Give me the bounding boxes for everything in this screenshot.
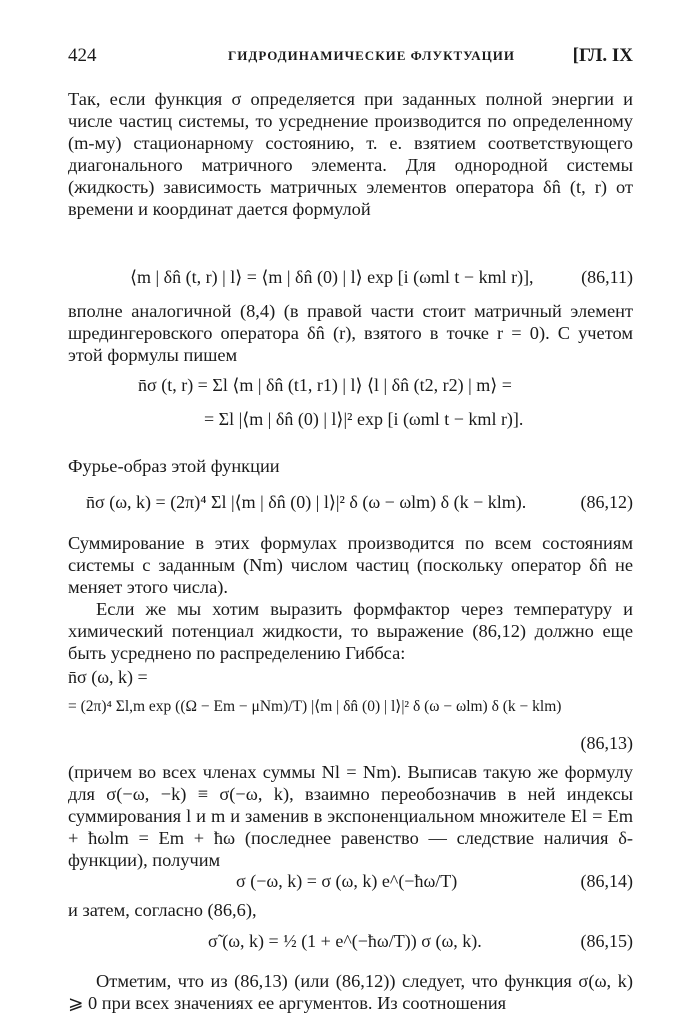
page-number: 424 [68,45,97,66]
equation-86-13-number [68,729,633,761]
equation-86-12 [68,488,633,520]
paragraph-8 [68,970,633,1014]
paragraph-1: Так, если функция σ определяется при заданных полной энергии и числе частиц системы, то усреднение производится по определенному (m-му) стационарному состоянию, т. е. взятием соответствующего диагонального матричного элемента. Для однородной системы (жидкость) зависимость матричных элементов оператора δn̂ (t, r) от времени и координат дается формулой [68,89,633,219]
paragraph-7: и затем, согласно (86,6), [68,900,257,920]
equation-number: (86,14) [580,871,633,891]
running-title: ГИДРОДИНАМИЧЕСКИЕ ФЛУКТУАЦИИ [228,48,515,63]
equation-number: (86,13) [580,733,633,753]
paragraph-5 [68,598,633,664]
paragraph-8-text: Отметим, что из (86,13) (или (86,12)) следует, что функция σ(ω, k) ⩾ 0 при всех значениях ее аргументов. Из соотношения [68,971,633,1013]
equation-body: = Σl |⟨m | δn̂ (0) | l⟩|² exp [i (ωml t − kml r)]. [204,409,524,429]
equation-body: = (2π)⁴ Σl,m exp ((Ω − Em − μNm)/T) |⟨m | δn̂ (0) | l⟩|² δ (ω − ωlm) δ (k − klm) [68,698,562,715]
equation-body: n̄σ (ω, k) = [68,667,148,687]
equation-correlation-b [68,405,633,437]
equation-body: ⟨m | δn̂ (t, r) | l⟩ = ⟨m | δn̂ (0) | l⟩ exp [i (ωml t − kml r)], [130,267,534,287]
equation-86-11 [68,263,633,295]
equation-correlation-a [68,371,633,403]
paragraph-4: Суммирование в этих формулах производится по всем состояниям системы с заданным (Nm) числом частиц (поскольку оператор δn̂ не меняет этого числа). [68,533,633,597]
chapter-label: [ГЛ. IX [572,45,633,66]
equation-86-15 [68,927,633,959]
paragraph-5-text: Если же мы хотим выразить формфактор через температуру и химический потенциал жидкости, то выражение (86,12) должно еще быть усреднено по распределению Гиббса: [68,599,633,663]
paragraph-6: (причем во всех членах суммы Nl = Nm). Выписав такую же формулу для σ(−ω, −k) ≡ σ(−ω, k), взаимно переобозначив в ней индексы суммирования l и m и заменив в экспоненциальном множителе El = Em + ħωlm = Em + ħω (последнее равенство — следствие наличия δ-функции), получим [68,762,633,870]
equation-body: n̄σ (ω, k) = (2π)⁴ Σl |⟨m | δn̂ (0) | l⟩|² δ (ω − ωlm) δ (k − klm). [86,492,527,512]
equation-number: (86,12) [580,492,633,512]
equation-number: (86,15) [580,931,633,951]
equation-86-13-a [68,663,633,695]
equation-86-13-b [68,693,633,725]
equation-body: σ̃ (ω, k) = ½ (1 + e^(−ħω/T)) σ (ω, k). [208,931,482,951]
running-head [68,45,633,75]
equation-86-14 [68,867,633,899]
paragraph-3: Фурье-образ этой функции [68,456,280,476]
paragraph-2: вполне аналогичной (8,4) (в правой части стоит матричный элемент шредингеровского оператора δn̂ (r), взятого в точке r = 0). С учетом этой формулы пишем [68,301,633,365]
equation-number: (86,11) [581,267,633,287]
equation-body: n̄σ (t, r) = Σl ⟨m | δn̂ (t1, r1) | l⟩ ⟨l | δn̂ (t2, r2) | m⟩ = [138,375,512,395]
equation-body: σ (−ω, k) = σ (ω, k) e^(−ħω/T) [236,871,458,891]
